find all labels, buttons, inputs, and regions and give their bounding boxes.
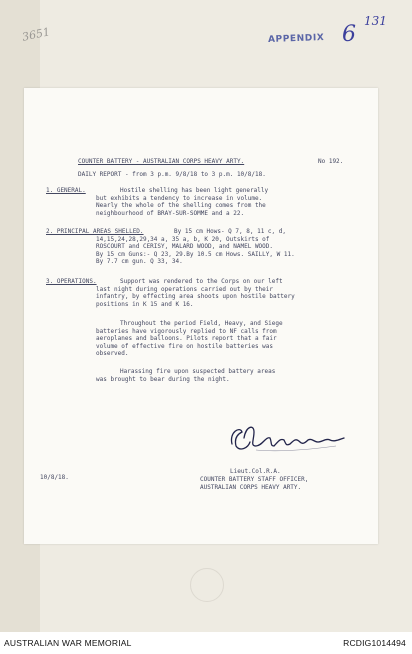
faint-emblem-stamp (190, 568, 224, 602)
handwritten-signature (226, 418, 350, 458)
section-areas-label: 2. PRINCIPAL AREAS SHELLED. (46, 228, 144, 235)
operations-line: positions in K 15 and K 16. (96, 300, 194, 308)
harassing-fire-line: was brought to bear during the night. (96, 375, 230, 383)
operations-line: last night during operations carried out by their (96, 285, 274, 293)
operations-paragraph-line: batteries have vigorously replied to NF calls from (96, 327, 277, 335)
operations-line: infantry, by effecting area shoots upon hostile battery (96, 293, 295, 300)
areas-line: By 15 cm Guns:- Q 23, 29.By 10.5 cm Hows. SAILLY, W 11. (96, 250, 295, 258)
footer-source: AUSTRALIAN WAR MEMORIAL (4, 638, 132, 648)
signature-unit: AUSTRALIAN CORPS HEAVY ARTY. (200, 484, 302, 491)
signature-title: COUNTER BATTERY STAFF OFFICER, (200, 476, 309, 483)
report-date: 10/8/18. (40, 474, 69, 481)
general-line: neighbourhood of BRAY-SUR-SOMME and a 22. (96, 209, 245, 217)
report-heading: COUNTER BATTERY - AUSTRALIAN CORPS HEAVY ARTY. (78, 158, 245, 165)
harassing-fire-line: Harassing fire upon suspected battery areas (120, 368, 276, 375)
operations-paragraph-line: volume of effective fire on hostile batteries was (96, 342, 274, 350)
areas-line: By 15 cm Hows- Q 7, 8, 11 c, d, (174, 228, 286, 235)
footer-record-id: RCDIG1014494 (343, 638, 406, 648)
general-line: Nearly the whole of the shelling comes from the (96, 202, 266, 209)
section-operations-label: 3. OPERATIONS. (46, 278, 97, 285)
areas-line: 14,15,24,28,29,34 a, 35 a, b, K 20, Outskirts of (96, 235, 270, 243)
operations-line: Support was rendered to the Corps on our left (120, 278, 283, 285)
general-line: but exhibits a tendency to increase in volume. (96, 194, 263, 202)
operations-paragraph-line: Throughout the period Field, Heavy, and Siege (120, 320, 283, 327)
operations-paragraph-line: observed. (96, 350, 129, 357)
daily-report-line: DAILY REPORT - from 3 p.m. 9/8/18 to 3 p.m. 10/8/18. (78, 171, 266, 178)
pencil-mark: 3651 (20, 25, 52, 44)
operations-paragraph-line: aeroplanes and balloons. Pilots report that a fair (96, 335, 277, 342)
general-line: Hostile shelling has been light generally (120, 187, 269, 194)
folio-number: 131 (364, 14, 387, 28)
report-number: No 192. (318, 158, 344, 165)
page-number: 6 (342, 22, 356, 47)
section-general-label: 1. GENERAL. (46, 187, 86, 194)
appendix-stamp: APPENDIX (267, 33, 325, 45)
signature-rank: Lieut.Col.R.A. (230, 468, 281, 475)
areas-line: ROSCOURT and CERISY, MALARD WOOD, and NAMEL WOOD. (96, 243, 274, 250)
areas-line: By 7.7 cm gun. Q 33, 34. (96, 258, 183, 265)
